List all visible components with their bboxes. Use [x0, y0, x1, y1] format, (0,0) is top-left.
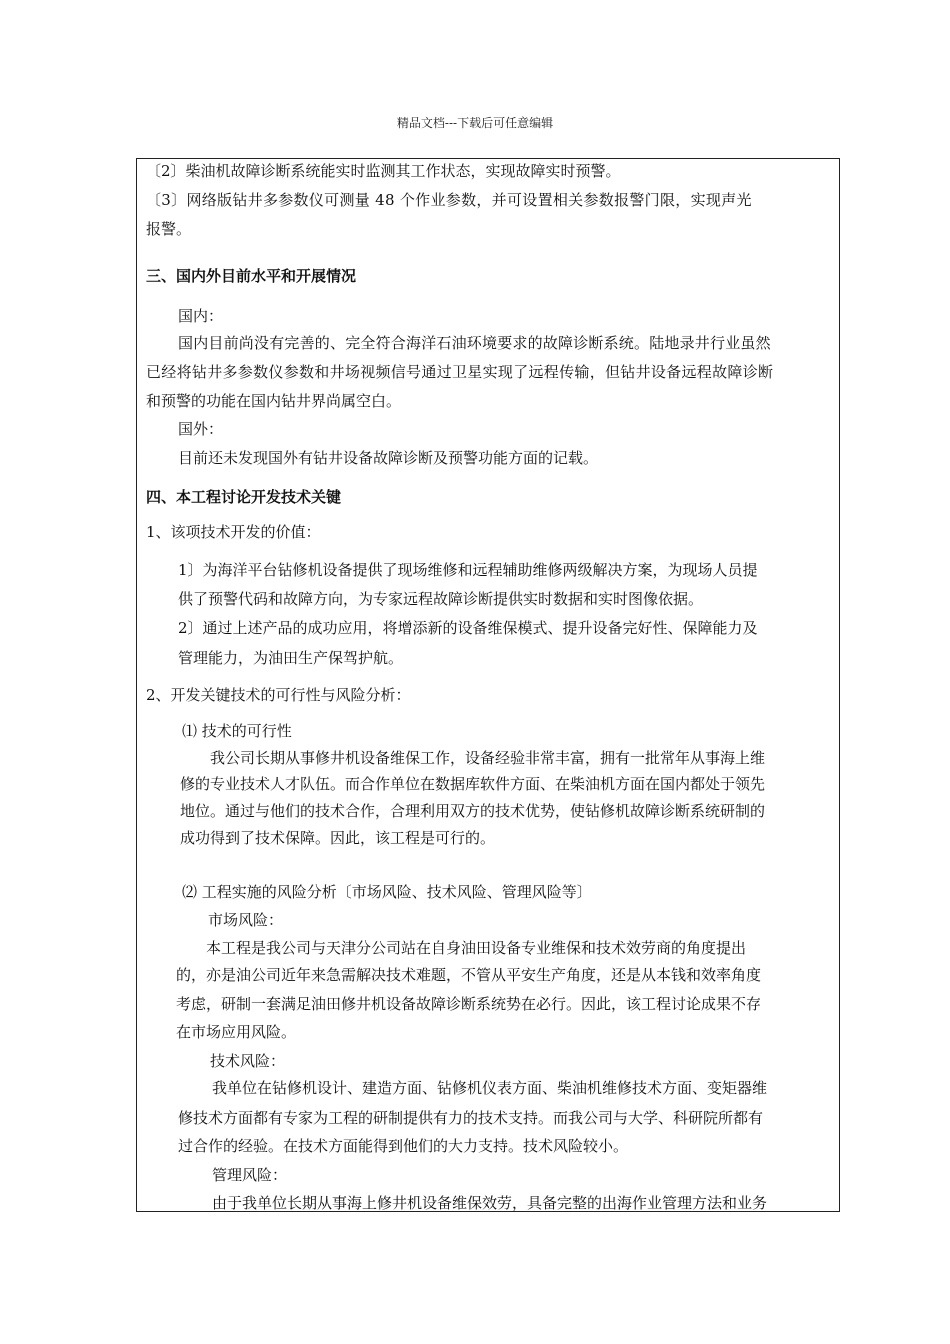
text-line: 的，亦是油公司近年来急需解决技术难题，不管从平安生产角度，还是从本钱和效率角度 — [176, 966, 762, 984]
text-line: 管理能力，为油田生产保驾护航。 — [178, 649, 404, 667]
text-line: ⑵ 工程实施的风险分析〔市场风险、技术风险、管理风险等〕 — [182, 883, 592, 901]
text-line: 市场风险： — [208, 911, 284, 929]
text-line: 1、该项技术开发的价值： — [146, 523, 321, 541]
text-line: 国内目前尚没有完善的、完全符合海洋石油环境要求的故障诊断系统。陆地录井行业虽然 — [178, 334, 771, 352]
text-line: 本工程是我公司与天津分公司站在自身油田设备专业维保和技术效劳商的角度提出 — [206, 939, 747, 957]
text-line: 〔2〕柴油机故障诊断系统能实时监测其工作状态，实现故障实时预警。 — [146, 162, 621, 180]
text-line: 修的专业技术人才队伍。而合作单位在数据库软件方面、在柴油机方面在国内都处于领先 — [180, 775, 766, 793]
text-line: 过合作的经验。在技术方面能得到他们的大力支持。技术风险较小。 — [178, 1137, 629, 1155]
text-line: 国内： — [178, 307, 224, 325]
text-line: 国外： — [178, 420, 224, 438]
text-line: 〔3〕网络版钻井多参数仪可测量 48 个作业参数，并可设置相关参数报警门限，实现声光 — [146, 191, 752, 209]
text-line: 2〕通过上述产品的成功应用，将增添新的设备维保模式、提升设备完好性、保障能力及 — [178, 619, 758, 637]
text-line: 目前还未发现国外有钻井设备故障诊断及预警功能方面的记载。 — [178, 449, 599, 467]
text-line: 地位。通过与他们的技术合作，合理利用双方的技术优势，使钻修机故障诊断系统研制的 — [180, 802, 766, 820]
text-line: 2、开发关键技术的可行性与风险分析： — [146, 686, 411, 704]
text-line: 已经将钻井多参数仪参数和井场视频信号通过卫星实现了远程传输，但钻井设备远程故障诊断 — [146, 363, 774, 381]
text-line: 由于我单位长期从事海上修井机设备维保效劳，具备完整的出海作业管理方法和业务 — [212, 1194, 768, 1212]
text-line: 成功得到了技术保障。因此，该工程是可行的。 — [180, 829, 496, 847]
section-heading: 三、国内外目前水平和开展情况 — [146, 267, 357, 285]
text-line: 我公司长期从事修井机设备维保工作，设备经验非常丰富，拥有一批常年从事海上维 — [210, 749, 766, 767]
text-line: 技术风险： — [210, 1052, 286, 1070]
section-heading: 四、本工程讨论开发技术关键 — [146, 488, 342, 506]
text-line: ⑴ 技术的可行性 — [182, 722, 292, 740]
text-line: 管理风险： — [212, 1166, 288, 1184]
text-line: 在市场应用风险。 — [176, 1023, 297, 1041]
text-line: 修技术方面都有专家为工程的研制提供有力的技术支持。而我公司与大学、科研院所都有 — [178, 1109, 764, 1127]
page-header: 精品文档---下载后可任意编辑 — [396, 116, 554, 130]
text-line: 供了预警代码和故障方向，为专家远程故障诊断提供实时数据和实时图像依据。 — [178, 590, 704, 608]
text-line: 我单位在钻修机设计、建造方面、钻修机仪表方面、柴油机维修技术方面、变矩器维 — [212, 1079, 768, 1097]
text-line: 报警。 — [146, 220, 192, 238]
text-line: 考虑，研制一套满足油田修井机设备故障诊断系统势在必行。因此，该工程讨论成果不存 — [176, 995, 762, 1013]
text-line: 1〕为海洋平台钻修机设备提供了现场维修和远程辅助维修两级解决方案，为现场人员提 — [178, 561, 758, 579]
text-line: 和预警的功能在国内钻井界尚属空白。 — [146, 392, 402, 410]
